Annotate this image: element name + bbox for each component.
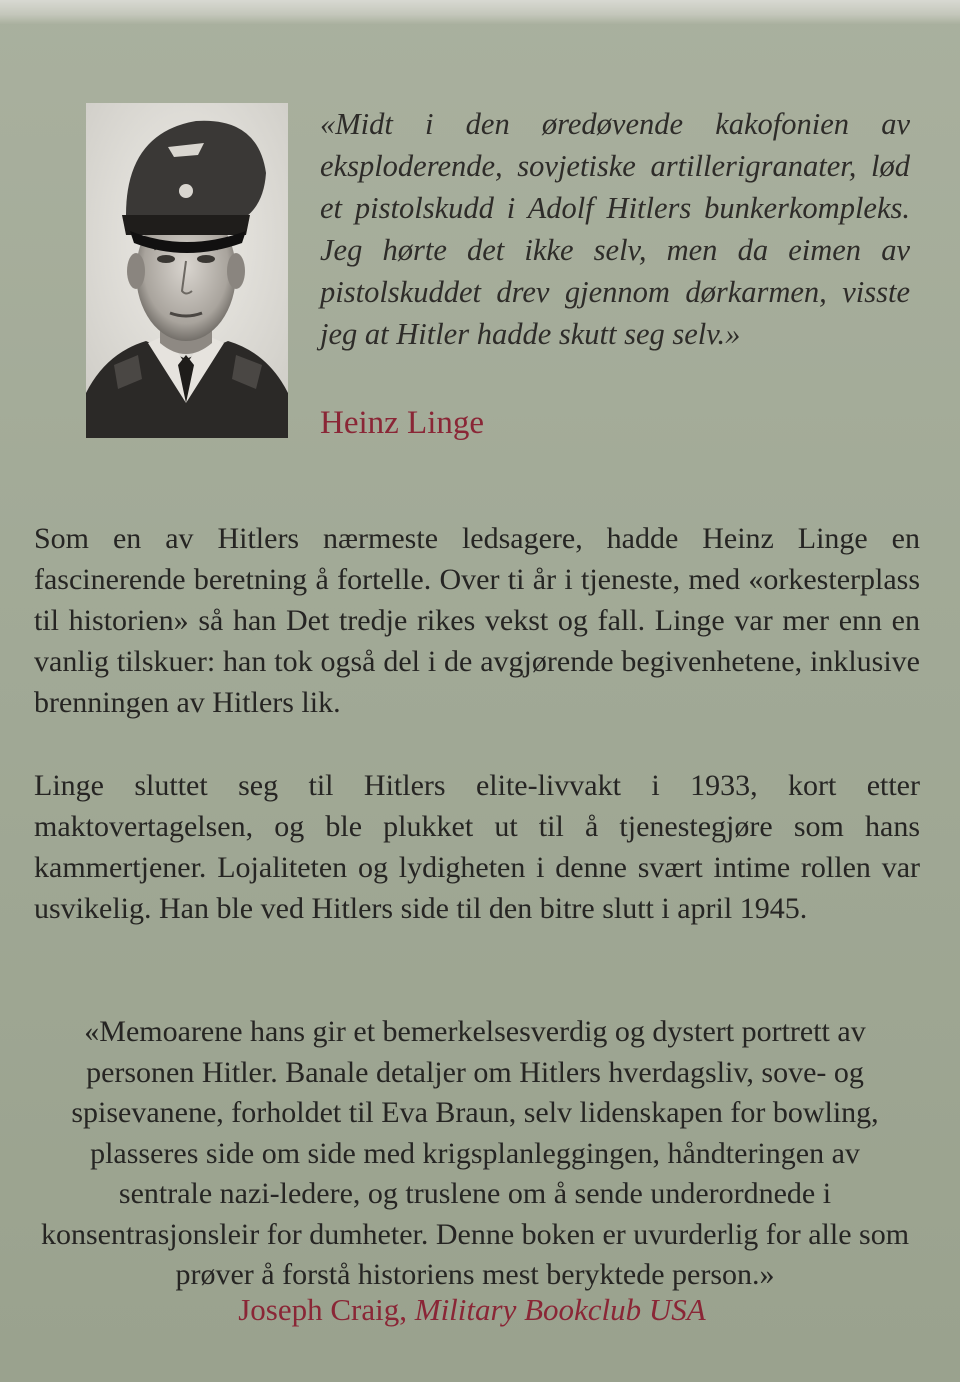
review-attribution [0, 1292, 944, 1328]
top-edge [0, 0, 960, 24]
review-author: Joseph Craig, [238, 1292, 407, 1327]
portrait-photo [86, 103, 288, 438]
portrait-illustration [86, 103, 288, 438]
body-paragraph-2: Linge sluttet seg til Hitlers elite-livvakt i 1933, kort etter maktovertagelsen, og ble plukket ut til å tjenestegjøre som hans kammertjener. Lojaliteten og lydigheten i denne svært intime rollen var usvikelig. Han ble ved Hitlers side til den bitre slutt i april 1945. [34, 769, 920, 925]
top-quote-author: Heinz Linge [320, 405, 485, 441]
body-paragraph-1: Som en av Hitlers nærmeste ledsagere, hadde Heinz Linge en fascinerende beretning å fortelle. Over ti år i tjeneste, med «orkesterplass til historien» så han Det tredje rikes vekst og fall. Linge var mer enn en vanlig tilskuer: han tok også del i de avgjørende begivenhetene, inklusive brenningen av Hitlers lik. [34, 522, 920, 719]
top-quote: «Midt i den øredøvende kakofonien av eksploderende, sovjetiske artillerigranater, lød et pistolskudd i Adolf Hitlers bunkerkompleks. Jeg hørte det ikke selv, men da eimen av pistolskuddet drev gjennom dørkarmen, visste jeg at Hitler hadde skutt seg selv.» [320, 107, 910, 351]
review-quote: «Memoarene hans gir et bemerkelsesverdig og dystert portrett av personen Hitler. Banale detaljer om Hitlers hverdagsliv, sove- og spisevanene, forholdet til Eva Braun, selv lidenskapen for bowling, plasseres side om side med krigsplanleggingen, håndteringen av sentrale nazi-ledere, og truslene om å sende underordnede i konsentrasjonsleir for dumheter. Denne boken er uvurderlig for alle som prøver å forstå historiens mest beryktede person.» [40, 1015, 910, 1291]
review-source: Military Bookclub USA [414, 1292, 706, 1327]
